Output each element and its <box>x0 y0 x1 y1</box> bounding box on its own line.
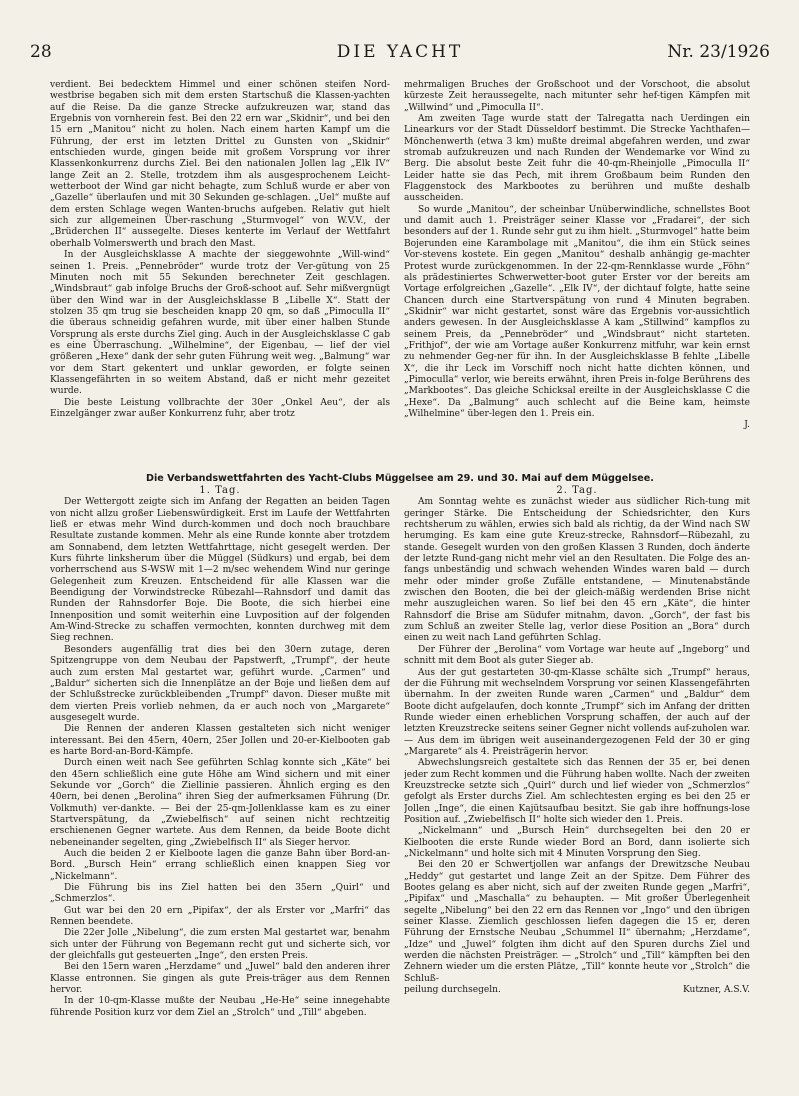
section-title: Die Verbandswettfahrten des Yacht-Clubs Müggelsee am 29. und 30. Mai auf dem Müggelsee. <box>146 473 654 484</box>
paragraph: „Nickelmann“ und „Bursch Hein“ durchsegelten bei den 20 er Kielbooten die erste Runde wieder Bord an Bord, dann isolierte sich „Nickelmann“ und holte sich mit 4 Minuten Vorsprung den Sieg. <box>404 826 750 859</box>
paragraph: Die beste Leistung vollbrachte der 30er „Onkel Aeu“, der als Einzelgänger zwar außer Konkurrenz fuhr, aber trotz <box>50 397 390 419</box>
paragraph: Die Rennen der anderen Klassen gestalteten sich nicht weniger interessant. Bei den 45ern, 40ern, 25er Jollen und 20-er-Kielbooten gab es harte Bord-an-Bord-Kämpfe. <box>50 724 390 757</box>
paragraph: Bei den 15ern waren „Herzdame“ und „Juwel“ bald den anderen ihrer Klasse entronnen. Sie gingen als gute Preis-träger aus dem Rennen hervor. <box>50 962 390 996</box>
closing-text: peilung durchsegeln. <box>404 985 501 996</box>
paragraph: So wurde „Manitou“, der scheinbar Unüberwindliche, schnellstes Boot und damit auch 1. Preisträger seiner Klasse vor „Fradarei“, der sich besonders auf der 1. Runde sehr gut zu ihm hielt. „Sturmvogel“ hatte beim Bojerunden eine Karambolage mit „Manitou“, die ihm ein Stück seines Vor-stevens kostete. Ein gegen „Manitou“ deshalb anhängig ge-machter Protest wurde zurückgenommen. In der 22-qm-Rennklasse wurde „Föhn“ als prädestiniertes Schwerwetter-boot guter Erster vor der bereits am Vortage erfolgreichen „Gazelle“. „Elk IV“, der dichtauf folgte, hatte seine Chancen durch eine Startverspätung von rund 4 Minuten begraben. „Skidnir“ war nicht gestartet, sonst wäre das Ergebnis vor-aussichtlich anders gewesen. In der Ausgleichsklasse A kam „Stillwind“ kampflos zu seinem Preis, da „Pennebröder“ und „Windsbraut“ nicht starteten. „Frithjof“, der wie am Vortage außer Konkurrenz mitfuhr, war kein ernst zu nehmender Geg-ner für ihn. In der Ausgleichsklasse B fehlte „Libelle X“, die ihr Leck im Vorschiff noch nicht hatte dichten können, und „Pimoculla“ verlor, wie bereits erwähnt, ihren Preis in-folge Berührens des „Markbootes“. Das gleiche Schicksal ereilte in der Ausgleichsklasse C die „Hexe“. Da „Balmung“ auch schlecht auf die Beine kam, heimste „Wilhelmine“ über-legen den 1. Preis ein. <box>404 204 750 419</box>
article-column-1 <box>50 80 390 475</box>
paragraph: Die 22er Jolle „Nibelung“, die zum ersten Mal gestartet war, benahm sich unter der Führung von Begemann recht gut und sicherte sich, vor der gleichfalls gut gesteuerten „Inge“, den ersten Preis. <box>50 928 390 962</box>
day-heading: 1. Tag. <box>199 485 241 496</box>
article-column-2 <box>404 80 750 475</box>
page-number: 28 <box>30 42 52 62</box>
page-header <box>30 42 770 70</box>
paragraph: Am zweiten Tage wurde statt der Talregatta nach Uerdingen ein Linearkurs vor der Stadt Düsseldorf bestimmt. Die Strecke Yachthafen—Mönchenwerth (etwa 3 km) mußte dreimal abgefahren werden, und zwar stromab aufzukreuzen und nach Runden der Wendemarke vor Wind zu Berg. Die absolut beste Zeit fuhr die 40-qm-Rheinjolle „Pimoculla II“ Leider hatte sie das Pech, mit ihrem Großbaum beim Runden den Flaggenstock des Markbootes zu berühren und mußte deshalb ausscheiden. <box>404 114 750 204</box>
issue-number: Nr. 23/1926 <box>667 42 770 62</box>
paragraph: Die Führung bis ins Ziel hatten bei den 35ern „Quirl“ und „Schmerzlos“. <box>50 883 390 905</box>
paragraph: Abwechslungsreich gestaltete sich das Rennen der 35 er, bei denen jeder zum Recht kommen und die Führung haben wollte. Nach der zweiten Kreuzstrecke setzte sich „Quirl“ durch und lief wieder von „Schmerzlos“ gefolgt als Erster durchs Ziel. Am schlechtesten erging es bei den 25 er Jollen „Inge“, die einen Kajütsaufbau besitzt. Sie gab ihre hoffnungs-lose Position auf. „Zwiebelfisch II“ holte sich wieder den 1. Preis. <box>404 758 750 825</box>
paragraph: Auch die beiden 2 er Kielboote lagen die ganze Bahn über Bord-an-Bord. „Bursch Hein“ errang schließlich einen knappen Sieg vor „Nickelmann“. <box>50 849 390 882</box>
author-signature: Kutzner, A.S.V. <box>682 985 750 996</box>
paragraph: In der 10-qm-Klasse mußte der Neubau „He-He“ seine innegehabte führende Position kurz vor dem Ziel an „Strolch“ und „Till“ abgeben. <box>50 996 390 1018</box>
paragraph: Der Wettergott zeigte sich im Anfang der Regatten an beiden Tagen von nicht allzu großer Liebenswürdigkeit. Erst im Laufe der Wettfahrten ließ er etwas mehr Wind durch-kommen und doch noch brauchbare Resultate zustande kommen. Mehr als eine Runde konnte aber trotzdem am Sonnabend, dem letzten Wettfahrttage, nicht gesegelt werden. Der Kurs führte linksherum über die Müggel (Südkurs) und ergab, bei dem vorherrschend aus S-WSW mit 1—2 m/sec wehendem Wind nur geringe Gelegenheit zum Kreuzen. Entscheidend für alle Klassen war die Beendigung der Vorwindstrecke Rübezahl—Rahnsdorf und damit das Runden der Rahnsdorfer Boje. Die Boote, die sich hierbei eine Innenposition und somit weiterhin eine Luvposition auf der folgenden Am-Wind-Strecke zu schaffen vermochten, konnten durchweg mit dem Sieg rechnen. <box>50 497 390 644</box>
paragraph: Am Sonntag wehte es zunächst wieder aus südlicher Rich-tung mit geringer Stärke. Die Entscheidung der Schiedsrichter, den Kurs rechtsherum zu wählen, erwies sich bald als richtig, da der Wind nach SW herumging. Es kam eine gute Kreuz-strecke, Rahnsdorf—Rübezahl, zu stande. Gesegelt wurden von den großen Klassen 3 Runden, doch änderte der letzte Rund-gang nicht mehr viel an den Resultaten. Die Folge des an-fangs unbeständig und schwach wehenden Windes waren bald — durch mehr oder minder große Zufälle entstandene, — Minutenabstände zwischen den Booten, die bei der gleich-mäßig werdenden Brise nicht mehr auszugleichen waren. So lief bei den 45 ern „Käte“, die hinter Rahnsdorf die Brise am Südufer mitnahm, davon. „Gorch“, der fast bis zum Schluß an zweiter Stelle lag, verlor diese Position an „Bora“ durch einen zu weit nach Land geführten Schlag. <box>404 497 750 644</box>
paragraph: Aus der gut gestarteten 30-qm-Klasse schälte sich „Trumpf“ heraus, der die Führung mit wechselndem Vorsprung vor seinen Klassengefährten übernahm. In der zweiten Runde waren „Carmen“ und „Baldur“ dem Boote dicht aufgelaufen, doch konnte „Trumpf“ sich im Anfang der dritten Runde wieder einen erheblichen Vorsprung schaffen, der auch auf der letzten Kreuzstrecke seitens seiner Gegner nicht vollends auf-zuholen war. — Aus dem im übrigen weit auseinandergezogenen Feld der 30 er ging „Margarete“ als 4. Preisträgerin hervor. <box>404 667 750 757</box>
paragraph: Bei den 20 er Schwertjollen war anfangs der Drewitzsche Neubau „Heddy“ gut gestartet und lange Zeit an der Spitze. Dem Führer des Bootes gelang es aber nicht, sich auf der zweiten Runde gegen „Marfri“, „Pipifax“ und „Maschalla“ zu behaupten. — Mit großer Überlegenheit segelte „Nibelung“ bei den 22 ern das Rennen vor „Ingo“ und den übrigen seiner Klasse. Ziemlich geschlossen liefen dagegen die 15 er, deren Führung der Ernstsche Neubau „Schummel II“ übernahm; „Herzdame“, „Idze“ und „Juwel“ folgten ihm dicht auf den Spuren durchs Ziel und werden die nächsten Preisträger. — „Strolch“ und „Till“ kämpften bei den Zehnern wieder um die ersten Plätze, „Till“ konnte heute vor „Strolch“ die Schluß- <box>404 860 750 984</box>
paragraph: In der Ausgleichsklasse A machte der sieggewohnte „Will-wind“ seinen 1. Preis. „Pennebröder“ wurde trotz der Ver-gütung von 25 Minuten noch mit 55 Sekunden berechneter Zeit geschlagen. „Windsbraut“ gab infolge Bruchs der Groß-schoot auf. Sehr mißvergnügt über den Wind war in der Ausgleichsklasse B „Libelle X“. Statt der stolzen 35 qm trug sie bescheiden knapp 20 qm, so daß „Pimoculla II“ die überaus schneidig gefahren wurde, mit über einer halben Stunde Vorsprung als erste durchs Ziel ging. Auch in der Ausgleichsklasse C gab es eine Überraschung. „Wilhelmine“, der Eigenbau, — lief der viel größeren „Hexe“ dank der sehr guten Führung weit weg. „Balmung“ war vor dem Start gekentert und unklar geworden, er folgte seinen Klassengefährten in so weitem Abstand, daß er nicht mehr gezeitet wurde. <box>50 250 390 397</box>
author-signature: J. <box>744 420 750 431</box>
journal-title: DIE YACHT <box>336 42 464 62</box>
paragraph: mehrmaligen Bruches der Großschoot und der Vorschoot, die absolut kürzeste Zeit heraussegelte, nach mitunter sehr hef-tigen Kämpfen mit „Willwind“ und „Pimoculla II“. <box>404 80 750 113</box>
paragraph: Durch einen weit nach See geführten Schlag konnte sich „Käte“ bei den 45ern schließlich eine gute Höhe am Wind sichern und mit einer Sekunde vor „Gorch“ die Ziellinie passieren. Ähnlich erging es den 40ern, bei denen „Berolina“ ihren Sieg der aufmerksamen Führung (Dr. Volkmuth) ver-dankte. — Bei der 25-qm-Jollenklasse kam es zu einer Startverspätung, da „Zwiebelfisch“ auf seinen nicht rechtzeitig erschienenen Gegner wartete. Aus dem Rennen, da beide Boote dicht nebeneinander segelten, ging „Zwiebelfisch II“ als Sieger hervor. <box>50 758 390 848</box>
paragraph: Besonders augenfällig trat dies bei den 30ern zutage, deren Spitzengruppe von dem Neubau der Papstwerft, „Trumpf“, der heute auch zum ersten Mal gestartet war, geführt wurde. „Carmen“ und „Baldur“ sicherten sich die Innenplätze an der Boje und ließen dem auf der Schlußstrecke zurückbleibenden „Trumpf“ davon. Dieser mußte mit dem vierten Preis vorlieb nehmen, da er auch noch von „Margarete“ ausgesegelt wurde. <box>50 644 390 723</box>
day-heading: 2. Tag. <box>556 485 598 496</box>
article-column-4 <box>404 485 750 1075</box>
closing-line <box>404 985 750 996</box>
paragraph: Gut war bei den 20 ern „Pipifax“, der als Erster vor „Marfri“ das Rennen beendete. <box>50 905 390 928</box>
paragraph: Der Führer der „Berolina“ vom Vortage war heute auf „Ingeborg“ und schnitt mit dem Boot als guter Sieger ab. <box>404 644 750 667</box>
paragraph: verdient. Bei bedecktem Himmel und einer schönen steifen Nord-westbrise begaben sich mit dem ersten Startschuß die Klassen-yachten auf die Reise. Da die ganze Strecke aufzukreuzen war, stand das Ergebnis von vornherein fest. Bei den 22 ern war „Skidnir“, und bei den 15 ern „Manitou“ nicht zu holen. Nach einem harten Kampf um die Führung, der erst im letzten Drittel zu Gunsten von „Skidnir“ entschieden wurde, gingen beide mit großem Vorsprung vor ihrer Klassenkonkurrenz durchs Ziel. Bei den nationalen Jollen lag „Elk IV“ lange Zeit an 2. Stelle, trotzdem ihm als ausgesprochenem Leicht-wetterboot der Wind gar nicht behagte, zum Schluß wurde er aber von „Gazelle“ überlaufen und mit 30 Sekunden ge-schlagen. „Uel“ mußte auf dem ersten Schlage wegen Wanten-bruchs aufgeben. Relativ gut hielt sich zur allgemeinen Über-raschung „Sturmvogel“ von W.V.V., der „Brüderchen II“ aussegelte. Dieses kenterte im Verlauf der Wettfahrt oberhalb Volmerswerth und brach den Mast. <box>50 80 390 249</box>
article-column-3 <box>50 485 390 1075</box>
